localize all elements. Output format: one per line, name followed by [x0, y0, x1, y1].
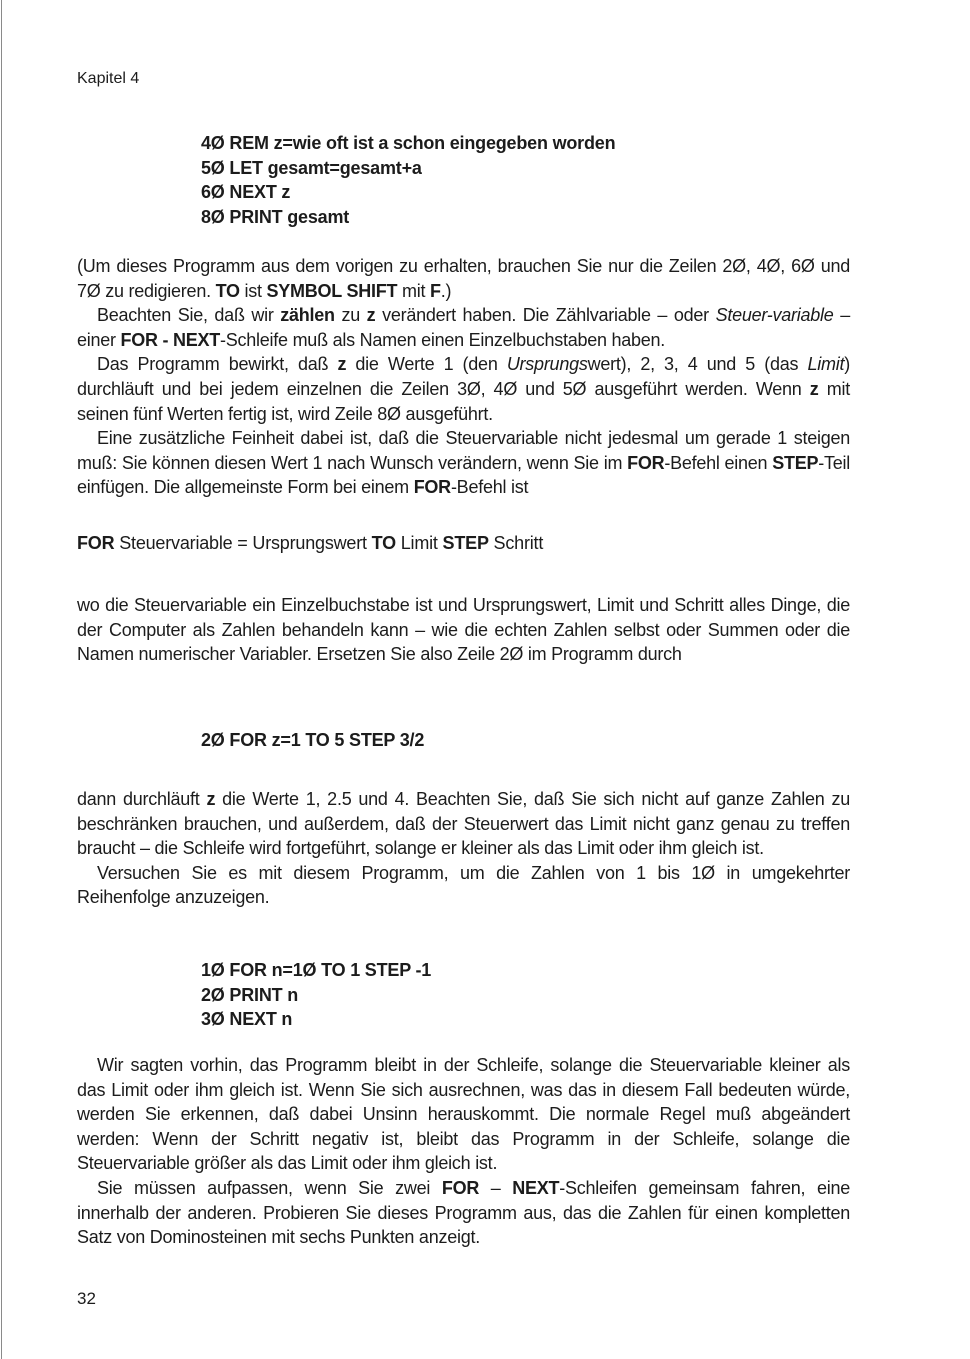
- page-edge: [1, 0, 2, 1359]
- code-listing-2: 2Ø FOR z=1 TO 5 STEP 3/2: [201, 730, 425, 750]
- for-syntax-formula: FOR Steuervariable = Ursprungswert TO Limit STEP Schritt: [77, 533, 544, 553]
- paragraph: Versuchen Sie es mit diesem Programm, um die Zahlen von 1 bis 1Ø in umgekehrter Reihenfolge anzuzeigen.: [77, 862, 850, 908]
- paragraph: Sie müssen aufpassen, wenn Sie zwei FOR – NEXT-Schleifen gemeinsam fahren, eine innerhalb der anderen. Probieren Sie dieses Programm aus, das die Zahlen für einen kompletten Satz von Dominosteinen mit sechs Punkten anzeigt.: [77, 1177, 851, 1248]
- paragraph: dann durchläuft z die Werte 1, 2.5 und 4. Beachten Sie, daß Sie sich nicht auf ganze Zahlen zu beschränken brauchen, und außerdem, daß der Steuerwert das Limit nicht ganz genau zu treffen braucht – die Schleife wird fortgeführt, solange er kleiner als das Limit oder ihm gleich ist.: [77, 789, 850, 859]
- text-block-1: [77, 254, 850, 500]
- page-number: 32: [77, 1289, 96, 1308]
- code-line: 8Ø PRINT gesamt: [201, 206, 350, 227]
- paragraph: Wir sagten vorhin, das Programm bleibt in der Schleife, solange die Steuervariable kleiner als das Limit oder ihm gleich ist. Wenn Sie sich ausrechnen, was das in diesem Fall bedeuten würde, werden Sie erkennen, daß dabei Unsinn herauskommt. Die normale Regel muß abgeändert werden: Wenn der Schritt negativ ist, bleibt das Programm in der Schleife, solange die Steuervariable größer als das Limit oder ihm gleich ist.: [77, 1055, 850, 1174]
- code-line: 3Ø NEXT n: [201, 1009, 293, 1029]
- text-block-4: [77, 1053, 850, 1250]
- paragraph: (Um dieses Programm aus dem vorigen zu erhalten, brauchen Sie nur die Zeilen 2Ø, 4Ø, 6Ø und 7Ø zu redigieren. TO ist SYMBOL SHIFT mit F.): [77, 256, 850, 301]
- paragraph: Beachten Sie, daß wir zählen zu z verändert haben. Die Zählvariable – oder Steuer-variable – einer FOR - NEXT-Schleife muß als Namen einen Einzelbuchstaben haben.: [77, 305, 850, 350]
- code-line: 6Ø NEXT z: [201, 182, 291, 202]
- code-line: 2Ø PRINT n: [201, 984, 299, 1005]
- code-line: 5Ø LET gesamt=gesamt+a: [201, 157, 422, 178]
- paragraph: Eine zusätzliche Feinheit dabei ist, daß die Steuervariable nicht jedesmal um gerade 1 steigen muß: Sie können diesen Wert 1 nach Wunsch verändern, wenn Sie im FOR-Befehl einen STEP-Teil einfügen. Die allgemeinste Form bei einem FOR-Befehl ist: [77, 428, 850, 498]
- text-block-2: [77, 593, 850, 667]
- chapter-header: Kapitel 4: [77, 70, 140, 87]
- paragraph: wo die Steuervariable ein Einzelbuchstabe ist und Ursprungswert, Limit und Schritt alles Dinge, die der Computer als Zahlen behandeln kann – wie die echten Zahlen selbst oder Summen oder die Namen numerischer Variabler. Ersetzen Sie also Zeile 2Ø im Programm durch: [77, 595, 850, 665]
- code-line: 4Ø REM z=wie oft ist a schon eingegeben worden: [201, 133, 616, 153]
- text-block-3: [77, 787, 850, 910]
- paragraph: Das Programm bewirkt, daß z die Werte 1 (den Ursprungswert), 2, 3, 4 und 5 (das Limit) durchläuft und bei jedem einzelnen die Zeilen 3Ø, 4Ø und 5Ø ausgeführt werden. Wenn z mit seinen fünf Werten fertig ist, wird Zeile 8Ø ausgeführt.: [77, 354, 851, 424]
- code-listing-1: [201, 131, 615, 229]
- code-listing-3: [201, 958, 431, 1032]
- code-line: 1Ø FOR n=1Ø TO 1 STEP -1: [201, 960, 432, 980]
